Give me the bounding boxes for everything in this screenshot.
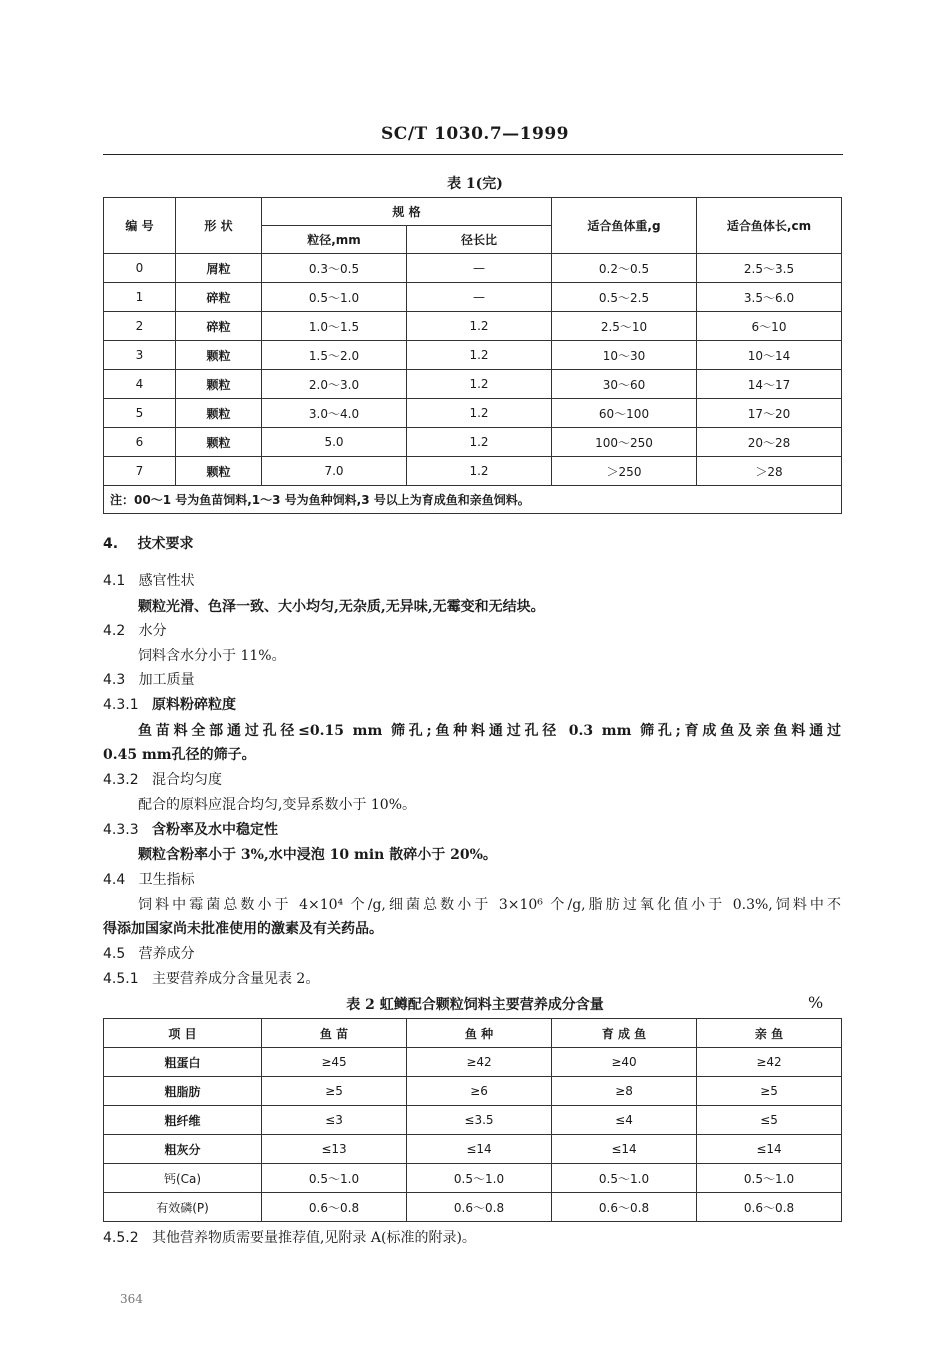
col-header-no: 编 号 [104, 198, 176, 254]
cell-length: 3.5～6.0 [697, 283, 842, 312]
cell-length: 10～14 [697, 341, 842, 370]
cell-value: 0.5～1.0 [262, 1164, 407, 1193]
cell-weight: 60～100 [552, 399, 697, 428]
cell-weight: ＞250 [552, 457, 697, 486]
document-code: SC/T 1030.7—1999 [381, 124, 569, 144]
cell-weight: 10～30 [552, 341, 697, 370]
cell-value: ≤13 [262, 1135, 407, 1164]
cell-ratio: 1.2 [407, 428, 552, 457]
section-number: 4.4 [103, 872, 126, 888]
col-header-spec: 规 格 [262, 198, 552, 226]
col-header-item: 项 目 [104, 1019, 262, 1048]
section-4-2-text: 饲料含水分小于 11%。 [138, 648, 286, 664]
section-4-3-1-heading [103, 694, 236, 714]
section-4-4-text-line2: 得添加国家尚未批准使用的激素及有关药品。 [103, 921, 383, 937]
section-number: 4.3.2 [103, 772, 139, 788]
cell-shape: 碎粒 [176, 312, 262, 341]
section-number: 4.5.2 [103, 1230, 139, 1246]
table-row [104, 283, 842, 312]
section-title: 含粉率及水中稳定性 [151, 822, 278, 838]
section-4-3-3-text: 颗粒含粉率小于 3%,水中浸泡 10 min 散碎小于 20%。 [138, 847, 497, 863]
table1-caption: 表 1(完) [447, 176, 503, 192]
section-title: 技术要求 [137, 536, 194, 552]
col-header-size: 粒径,mm [262, 226, 407, 254]
section-title: 混合均匀度 [151, 772, 222, 788]
table-row [104, 341, 842, 370]
cell-size: 1.0～1.5 [262, 312, 407, 341]
section-number: 4.1 [103, 573, 126, 589]
section-4-3-3-heading [103, 819, 278, 839]
table2-unit: % [808, 993, 824, 1012]
section-4-3-2-text: 配合的原料应混合均匀,变异系数小于 10%。 [138, 797, 417, 813]
section-title: 水分 [138, 623, 167, 639]
cell-no: 4 [104, 370, 176, 399]
cell-shape: 颗粒 [176, 457, 262, 486]
section-4-3-1-text-line2: 0.45 mm孔径的筛子。 [103, 747, 256, 763]
section-4-3-heading [103, 669, 195, 689]
cell-value: ≥40 [552, 1048, 697, 1077]
cell-length: 6～10 [697, 312, 842, 341]
section-4-3-2-heading [103, 769, 222, 789]
cell-shape: 颗粒 [176, 341, 262, 370]
section-number: 4.5 [103, 946, 126, 962]
cell-value: ≥6 [407, 1077, 552, 1106]
cell-shape: 颗粒 [176, 370, 262, 399]
col-header-length: 适合鱼体长,cm [697, 198, 842, 254]
cell-value: ≥5 [262, 1077, 407, 1106]
cell-item: 粗蛋白 [104, 1048, 262, 1077]
cell-size: 1.5～2.0 [262, 341, 407, 370]
table-row [104, 457, 842, 486]
section-text: 其他营养物质需要量推荐值,见附录 A(标准的附录)。 [151, 1230, 476, 1246]
cell-weight: 2.5～10 [552, 312, 697, 341]
section-4-1-text: 颗粒光滑、色泽一致、大小均匀,无杂质,无异味,无霉变和无结块。 [138, 599, 545, 615]
cell-item: 钙(Ca) [104, 1164, 262, 1193]
cell-ratio: 1.2 [407, 312, 552, 341]
cell-value: ≥42 [407, 1048, 552, 1077]
table-row [104, 1193, 842, 1222]
section-title: 卫生指标 [138, 872, 195, 888]
cell-item: 粗灰分 [104, 1135, 262, 1164]
cell-value: 0.5～1.0 [697, 1164, 842, 1193]
cell-length: 2.5～3.5 [697, 254, 842, 283]
section-4-2-heading [103, 620, 167, 640]
col-header-broodstock: 亲 鱼 [697, 1019, 842, 1048]
cell-value: ≤3.5 [407, 1106, 552, 1135]
cell-length: ＞28 [697, 457, 842, 486]
cell-ratio: 1.2 [407, 399, 552, 428]
cell-no: 0 [104, 254, 176, 283]
table-row [104, 1077, 842, 1106]
cell-size: 7.0 [262, 457, 407, 486]
cell-shape: 碎粒 [176, 283, 262, 312]
section-number: 4.2 [103, 623, 126, 639]
cell-size: 0.5～1.0 [262, 283, 407, 312]
cell-no: 6 [104, 428, 176, 457]
section-4-5-heading [103, 943, 195, 963]
cell-value: 0.6～0.8 [407, 1193, 552, 1222]
cell-value: ≤14 [407, 1135, 552, 1164]
section-title: 原料粉碎粒度 [151, 697, 236, 713]
cell-shape: 屑粒 [176, 254, 262, 283]
table2 [103, 1018, 842, 1222]
section-4-1-heading [103, 570, 195, 590]
cell-value: ≥8 [552, 1077, 697, 1106]
cell-ratio: 1.2 [407, 457, 552, 486]
cell-item: 有效磷(P) [104, 1193, 262, 1222]
header-rule [103, 154, 843, 155]
cell-ratio: 1.2 [407, 341, 552, 370]
cell-value: ≤14 [552, 1135, 697, 1164]
cell-length: 17～20 [697, 399, 842, 428]
section-4-3-1-text-line1: 鱼苗料全部通过孔径≤0.15 mm 筛孔;鱼种料通过孔径 0.3 mm 筛孔;育成鱼及亲鱼料通过 [138, 723, 841, 739]
cell-size: 0.3～0.5 [262, 254, 407, 283]
section-4-4-heading [103, 869, 195, 889]
table-row [104, 428, 842, 457]
cell-value: ≤14 [697, 1135, 842, 1164]
table1 [103, 197, 842, 514]
table-row [104, 399, 842, 428]
cell-length: 14～17 [697, 370, 842, 399]
cell-no: 2 [104, 312, 176, 341]
cell-value: ≤3 [262, 1106, 407, 1135]
section-number: 4.3 [103, 672, 126, 688]
section-4-5-2 [103, 1227, 476, 1247]
col-header-fingerling: 鱼 种 [407, 1019, 552, 1048]
cell-no: 1 [104, 283, 176, 312]
section-4-4-text-line1: 饲料中霉菌总数小于 4×10⁴ 个/g,细菌总数小于 3×10⁶ 个/g,脂肪过氧化值小于 0.3%,饲料中不 [138, 897, 841, 913]
section-number: 4.3.1 [103, 697, 139, 713]
table-row [104, 1164, 842, 1193]
cell-size: 2.0～3.0 [262, 370, 407, 399]
cell-value: 0.6～0.8 [262, 1193, 407, 1222]
cell-length: 20～28 [697, 428, 842, 457]
cell-ratio: — [407, 254, 552, 283]
cell-no: 7 [104, 457, 176, 486]
table-row [104, 312, 842, 341]
cell-value: ≤4 [552, 1106, 697, 1135]
cell-no: 5 [104, 399, 176, 428]
table1-note: 注：00～1 号为鱼苗饲料,1～3 号为鱼种饲料,3 号以上为育成鱼和亲鱼饲料。 [104, 486, 842, 514]
col-header-ratio: 径长比 [407, 226, 552, 254]
cell-value: 0.6～0.8 [697, 1193, 842, 1222]
cell-item: 粗脂肪 [104, 1077, 262, 1106]
table-row [104, 1106, 842, 1135]
table2-caption: 表 2 虹鳟配合颗粒饲料主要营养成分含量 [346, 997, 604, 1013]
section-4-heading [103, 533, 194, 553]
col-header-weight: 适合鱼体重,g [552, 198, 697, 254]
section-4-5-1 [103, 968, 319, 988]
col-header-grower: 育 成 鱼 [552, 1019, 697, 1048]
table-row [104, 1135, 842, 1164]
col-header-shape: 形 状 [176, 198, 262, 254]
section-number: 4.5.1 [103, 971, 139, 987]
table-row [104, 1048, 842, 1077]
section-text: 主要营养成分含量见表 2。 [151, 971, 320, 987]
col-header-fry: 鱼 苗 [262, 1019, 407, 1048]
cell-value: ≥45 [262, 1048, 407, 1077]
section-title: 营养成分 [138, 946, 195, 962]
cell-ratio: — [407, 283, 552, 312]
cell-item: 粗纤维 [104, 1106, 262, 1135]
section-title: 感官性状 [138, 573, 195, 589]
cell-value: ≥42 [697, 1048, 842, 1077]
cell-size: 5.0 [262, 428, 407, 457]
cell-weight: 30～60 [552, 370, 697, 399]
cell-ratio: 1.2 [407, 370, 552, 399]
cell-shape: 颗粒 [176, 399, 262, 428]
cell-value: 0.5～1.0 [407, 1164, 552, 1193]
cell-value: 0.5～1.0 [552, 1164, 697, 1193]
table-row [104, 254, 842, 283]
section-number: 4.3.3 [103, 822, 139, 838]
table-row [104, 370, 842, 399]
cell-size: 3.0～4.0 [262, 399, 407, 428]
page-number: 364 [120, 1292, 143, 1306]
cell-no: 3 [104, 341, 176, 370]
section-number: 4. [103, 536, 119, 552]
cell-value: 0.6～0.8 [552, 1193, 697, 1222]
cell-value: ≤5 [697, 1106, 842, 1135]
cell-value: ≥5 [697, 1077, 842, 1106]
section-title: 加工质量 [138, 672, 195, 688]
cell-shape: 颗粒 [176, 428, 262, 457]
cell-weight: 0.5～2.5 [552, 283, 697, 312]
cell-weight: 0.2～0.5 [552, 254, 697, 283]
cell-weight: 100～250 [552, 428, 697, 457]
